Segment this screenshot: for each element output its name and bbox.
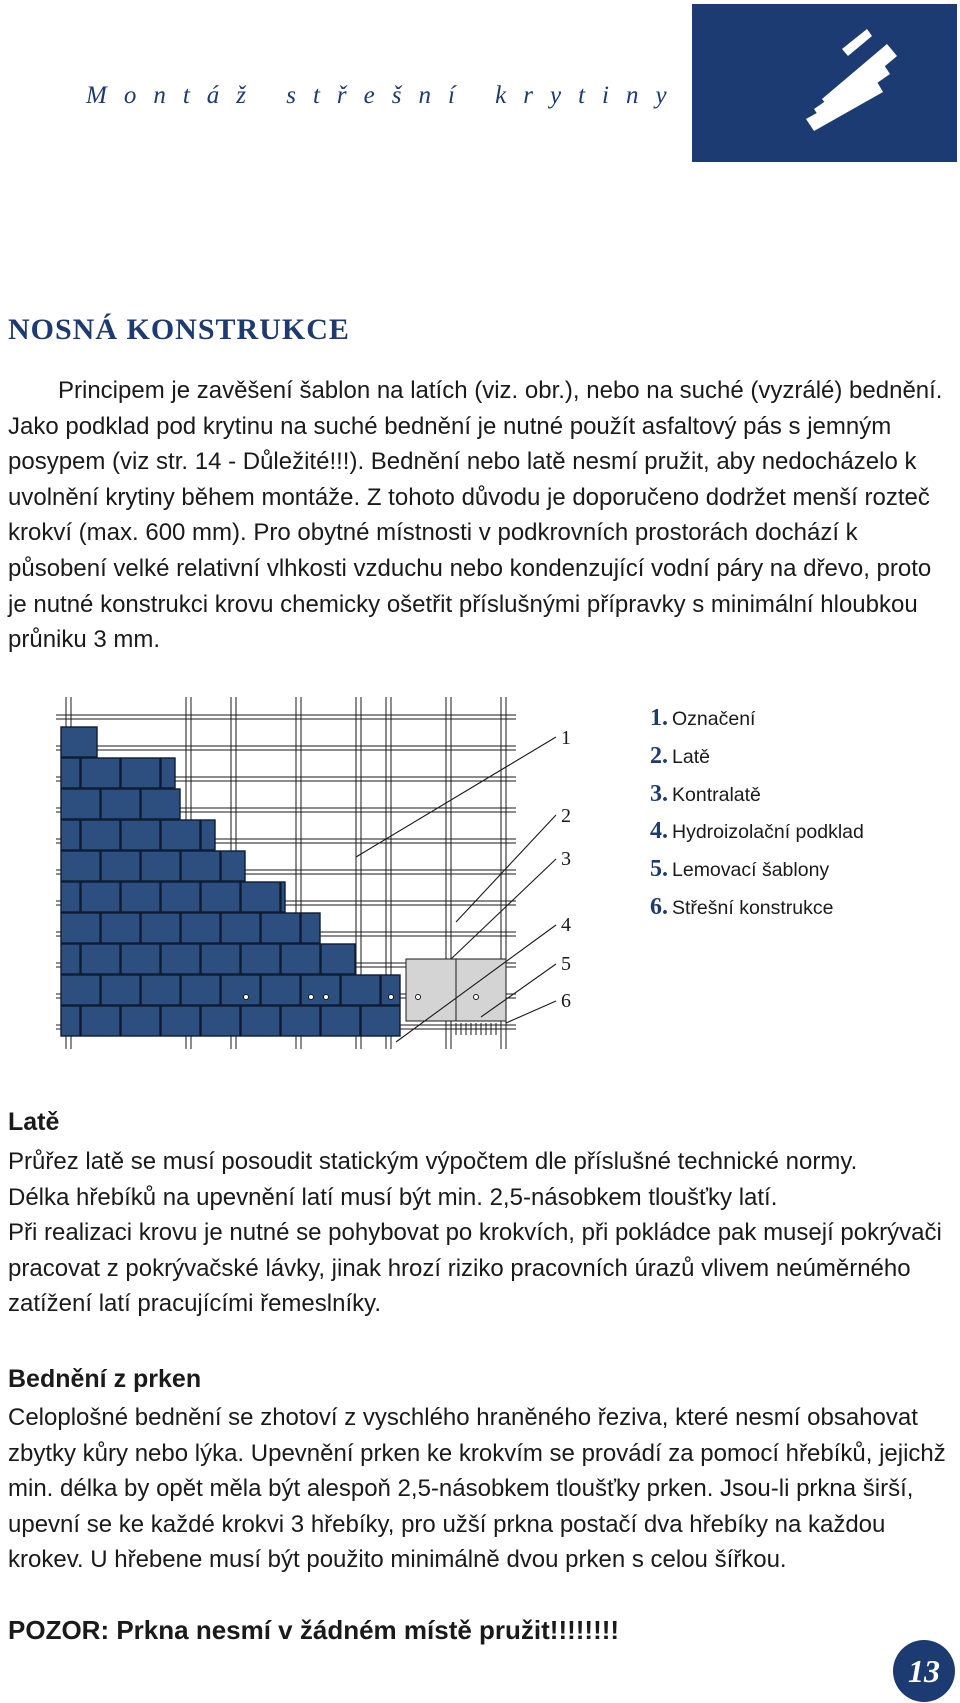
slate-tile: [281, 1006, 320, 1036]
logo-emblem-icon: [692, 4, 957, 162]
slate-tile: [61, 913, 100, 943]
callout-4: 4: [561, 914, 571, 936]
slate-tile: [301, 975, 340, 1005]
slate-tile: [61, 820, 80, 850]
slate-tile: [81, 820, 120, 850]
late-heading: Latě: [8, 1108, 60, 1136]
slate-tile: [201, 1006, 240, 1036]
slate-tile: [161, 820, 200, 850]
slate-tile: [141, 975, 180, 1005]
legend-item: 3. Kontralatě: [650, 780, 761, 807]
slate-tile: [61, 975, 100, 1005]
callout-1: 1: [561, 727, 571, 749]
leader-line: [506, 1001, 556, 1023]
legend-item: 4. Hydroizolační podklad: [650, 818, 864, 845]
callout-5: 5: [561, 953, 571, 975]
slate-tile: [221, 975, 260, 1005]
nail-hole: [244, 995, 249, 1000]
slate-tile: [181, 913, 220, 943]
slate-tile: [121, 758, 160, 788]
slate-tile: [101, 789, 140, 819]
slate-tile: [101, 975, 140, 1005]
slate-tile: [61, 882, 80, 912]
late-paragraph: [8, 1144, 953, 1322]
slate-tile: [381, 975, 400, 1005]
slate-tile: [221, 913, 260, 943]
company-logo: [692, 4, 957, 162]
header-title: Montáž střešní krytiny: [86, 82, 684, 109]
nail-hole: [474, 995, 479, 1000]
slate-tile: [341, 975, 380, 1005]
legend-item: 2. Latě: [650, 742, 710, 769]
slate-tile: [241, 882, 280, 912]
slate-tile: [101, 913, 140, 943]
slate-tile: [241, 944, 280, 974]
slate-tile: [241, 1006, 280, 1036]
slate-tile: [61, 1006, 80, 1036]
late-line: Při realizaci krovu je nutné se pohybovat po krokvích, při pokládce pak musejí pokrývači pracovat z pokrývačské lávky, jinak hrozí riziko pracovních úrazů vlivem neúměrného zatížení latí pracujícími řemeslníky.: [8, 1219, 942, 1318]
slate-tile: [261, 975, 300, 1005]
diagram-legend: [650, 700, 864, 927]
section-title: NOSNÁ KONSTRUKCE: [8, 313, 350, 346]
flashing-slate: [406, 959, 456, 1021]
nail-hole: [416, 995, 421, 1000]
slate-tile: [141, 913, 180, 943]
callout-3: 3: [561, 848, 571, 870]
slate-tile: [61, 758, 80, 788]
slate-tile: [301, 913, 320, 943]
slate-tile: [201, 944, 240, 974]
slate-tile: [81, 1006, 120, 1036]
slate-tile: [261, 913, 300, 943]
slate-tile: [81, 758, 120, 788]
slate-tile: [281, 882, 285, 912]
callout-2: 2: [561, 805, 571, 827]
nail-hole: [324, 995, 329, 1000]
slate-tile: [141, 851, 180, 881]
slate-tile: [101, 851, 140, 881]
nail-hole: [309, 995, 314, 1000]
slate-tile: [161, 758, 175, 788]
slate-tile: [361, 1006, 400, 1036]
slate-tile: [61, 727, 97, 757]
late-line: Délka hřebíků na upevnění latí musí být min. 2,5-násobkem tloušťky latí.: [8, 1183, 778, 1211]
slate-tile: [201, 882, 240, 912]
legend-item: 6. Střešní konstrukce: [650, 893, 834, 920]
slate-tile: [121, 1006, 160, 1036]
slate-tile: [221, 851, 245, 881]
bedneni-heading: Bednění z prken: [8, 1365, 202, 1393]
bedneni-paragraph: Celoplošné bednění se zhotoví z vyschlého hraněného řeziva, které nesmí obsahovat zbytky kůry nebo lýka. Upevnění prken ke krokvím se provádí za pomocí hřebíků, jejichž min. délka by opět měla být alespoň 2,5-násobkem tloušťky prken. Jsou-li prkna širší, upevní se ke každé krokvi 3 hřebíky, pro užší prkna postačí dva hřebíky na každou krokev. U hřebene musí být použito minimálně dvou prken s celou šířkou.: [8, 1404, 946, 1574]
slate-tile: [281, 944, 320, 974]
slate-tile: [321, 944, 355, 974]
slate-tile: [121, 882, 160, 912]
callout-labels: [561, 727, 571, 1012]
intro-text: Principem je zavěšení šablon na latích (viz. obr.), nebo na suché (vyzrálé) bednění. Jako podklad pod krytinu na suché bednění je nutné použít asfaltový pás s jemným posypem (viz str. 14 - Důležité!!!). Bednění nebo latě nesmí pružit, aby nedocházelo k uvolnění krytiny během montáže. Z tohoto důvodu je doporučeno dodržet menší rozteč krokví (max. 600 mm). Pro obytné místnosti v podkrovních prostorách dochází k působení velké relativní vlhkosti vzduchu nebo kondenzující vodní páry na dřevo, proto je nutné konstrukci krovu chemicky ošetřit příslušnými přípravky s minimální hloubkou průniku 3 mm.: [8, 377, 943, 654]
slate-tile: [61, 851, 100, 881]
slate-tile: [61, 789, 100, 819]
late-line: Průřez latě se musí posoudit statickým výpočtem dle příslušné technické normy.: [8, 1148, 858, 1175]
slate-tile: [161, 944, 200, 974]
flashing-slate: [456, 959, 506, 1021]
roof-construction-diagram: [56, 697, 571, 1087]
legend-item: 5. Lemovací šablony: [650, 856, 830, 883]
slate-tile: [121, 944, 160, 974]
page-number: 13: [893, 1640, 955, 1702]
slate-tile: [121, 820, 160, 850]
legend-item: 1. Označení: [650, 705, 756, 731]
intro-paragraph: [8, 373, 953, 658]
slate-tile: [81, 882, 120, 912]
slate-tile: [181, 975, 220, 1005]
slate-tile: [161, 1006, 200, 1036]
slate-tile: [81, 944, 120, 974]
slate-tile: [161, 882, 200, 912]
callout-6: 6: [561, 990, 571, 1012]
slate-tile: [201, 820, 215, 850]
slate-tile: [181, 851, 220, 881]
slate-tile: [61, 944, 80, 974]
slate-tile: [141, 789, 180, 819]
slate-tile: [321, 1006, 360, 1036]
warning-text: POZOR: Prkna nesmí v žádném místě pružit!!!!!!!!: [8, 1615, 620, 1645]
nail-hole: [389, 995, 394, 1000]
